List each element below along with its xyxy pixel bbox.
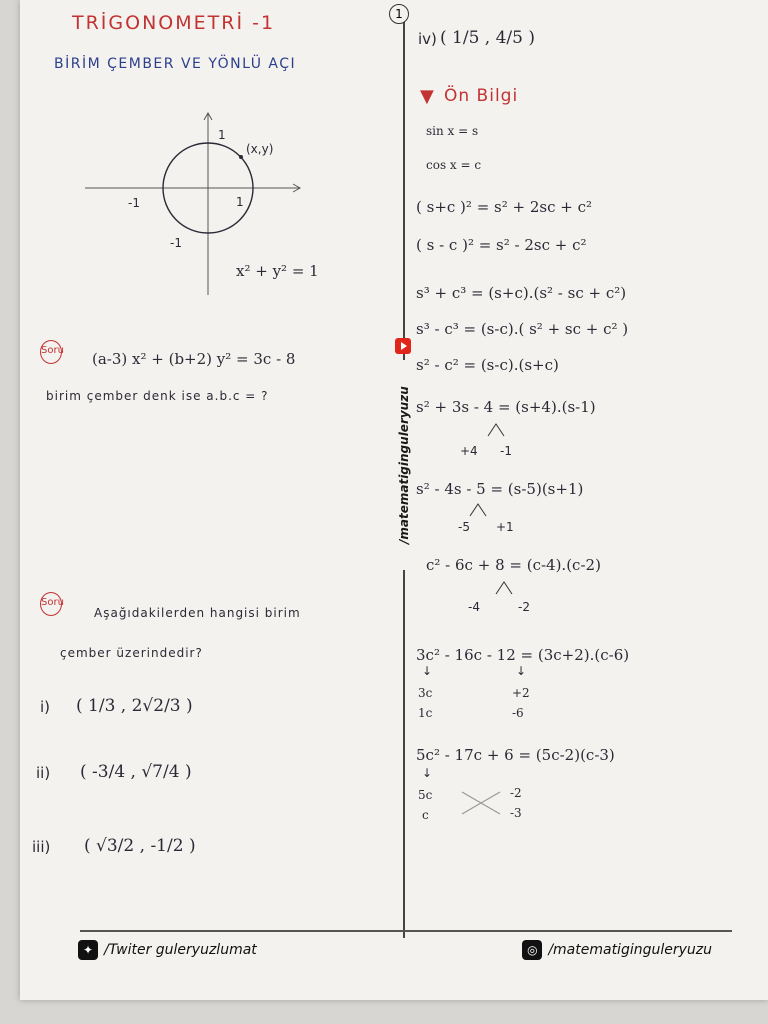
- page-subtitle: BİRİM ÇEMBER VE YÖNLÜ AÇI: [54, 56, 297, 72]
- factor5-a2: c: [422, 808, 429, 822]
- footer-twitter-text: /Twiter guleryuzlumat: [104, 942, 257, 958]
- identity-3: s³ + c³ = (s+c).(s² - sc + c²): [416, 284, 627, 302]
- factor4-a1: 3c: [418, 686, 433, 700]
- factor3-b: -2: [518, 600, 530, 614]
- equation-3: c² - 6c + 8 = (c-4).(c-2): [426, 556, 601, 574]
- factor5-a1: 5c: [418, 788, 433, 802]
- circle-equation: x² + y² = 1: [236, 262, 319, 280]
- equation-5: 5c² - 17c + 6 = (5c-2)(c-3): [416, 746, 615, 764]
- factor4-b1: +2: [512, 686, 530, 700]
- point-xy: [239, 155, 243, 159]
- factor3-a: -4: [468, 600, 480, 614]
- item-iv-value: ( 1/5 , 4/5 ): [440, 28, 536, 48]
- warning-icon: ▼: [420, 86, 434, 107]
- factor5-b1: -2: [510, 786, 522, 800]
- arrow-down-icon: ↓: [422, 766, 433, 780]
- factor4-a2: 1c: [418, 706, 433, 720]
- on-bilgi-heading: Ön Bilgi: [444, 86, 519, 106]
- factor1-a: +4: [460, 444, 478, 458]
- option-iii-label: iii): [32, 838, 51, 856]
- item-iv-label: iv): [418, 30, 437, 48]
- equation-4: 3c² - 16c - 12 = (3c+2).(c-6): [416, 646, 630, 664]
- footer-twitter[interactable]: [78, 940, 257, 960]
- identity-6: s² + 3s - 4 = (s+4).(s-1): [416, 398, 596, 416]
- factor5-b2: -3: [510, 806, 522, 820]
- label-left: -1: [128, 196, 140, 210]
- option-iii-value: ( √3/2 , -1/2 ): [84, 836, 196, 856]
- cross-multiply-lines: [458, 788, 504, 818]
- label-bottom: -1: [170, 236, 182, 250]
- watermark-vertical: [392, 330, 416, 580]
- factor2-b: +1: [496, 520, 514, 534]
- def-cos: cos x = c: [426, 158, 482, 172]
- soru2-line1: Aşağıdakilerden hangisi birim: [94, 606, 301, 620]
- soru1-equation: (a-3) x² + (b+2) y² = 3c - 8: [92, 350, 296, 368]
- option-ii-value: ( -3/4 , √7/4 ): [80, 762, 192, 782]
- soru1-mark: Soru: [40, 340, 62, 364]
- notebook-page: [20, 0, 768, 1000]
- watermark-text: /matematiginguleryuzu: [394, 360, 414, 570]
- instagram-icon: ◎: [522, 940, 542, 960]
- footer-instagram-text: /matematiginguleryuzu: [548, 942, 712, 958]
- factor1-arrows: [482, 420, 522, 440]
- label-right: 1: [236, 195, 244, 209]
- footer-instagram[interactable]: [522, 940, 712, 960]
- arrow-down-icon: ↓: [422, 664, 433, 678]
- soru2-line2: çember üzerindedir?: [60, 646, 203, 660]
- def-sin: sin x = s: [426, 124, 479, 138]
- twitter-icon: ✦: [78, 940, 98, 960]
- equation-2: s² - 4s - 5 = (s-5)(s+1): [416, 480, 584, 498]
- identity-2: ( s - c )² = s² - 2sc + c²: [416, 236, 587, 254]
- youtube-icon: [395, 338, 411, 354]
- page-number: 1: [389, 4, 409, 24]
- identity-1: ( s+c )² = s² + 2sc + c²: [416, 198, 593, 216]
- soru1-text: birim çember denk ise a.b.c = ?: [46, 389, 269, 403]
- arrow-down-icon: ↓: [516, 664, 527, 678]
- page-title: TRİGONOMETRİ -1: [72, 12, 276, 34]
- factor4-b2: -6: [512, 706, 524, 720]
- factor3-arrows: [490, 578, 530, 598]
- option-i-value: ( 1/3 , 2√2/3 ): [76, 696, 193, 716]
- label-top: 1: [218, 128, 226, 142]
- factor2-a: -5: [458, 520, 470, 534]
- factor1-b: -1: [500, 444, 512, 458]
- soru2-mark: Soru: [40, 592, 62, 616]
- point-label: (x,y): [246, 142, 274, 156]
- option-ii-label: ii): [36, 764, 51, 782]
- factor2-arrows: [464, 500, 504, 520]
- footer-divider: [80, 930, 732, 932]
- identity-5: s² - c² = (s-c).(s+c): [416, 356, 559, 374]
- option-i-label: i): [40, 698, 51, 716]
- identity-4: s³ - c³ = (s-c).( s² + sc + c² ): [416, 320, 629, 338]
